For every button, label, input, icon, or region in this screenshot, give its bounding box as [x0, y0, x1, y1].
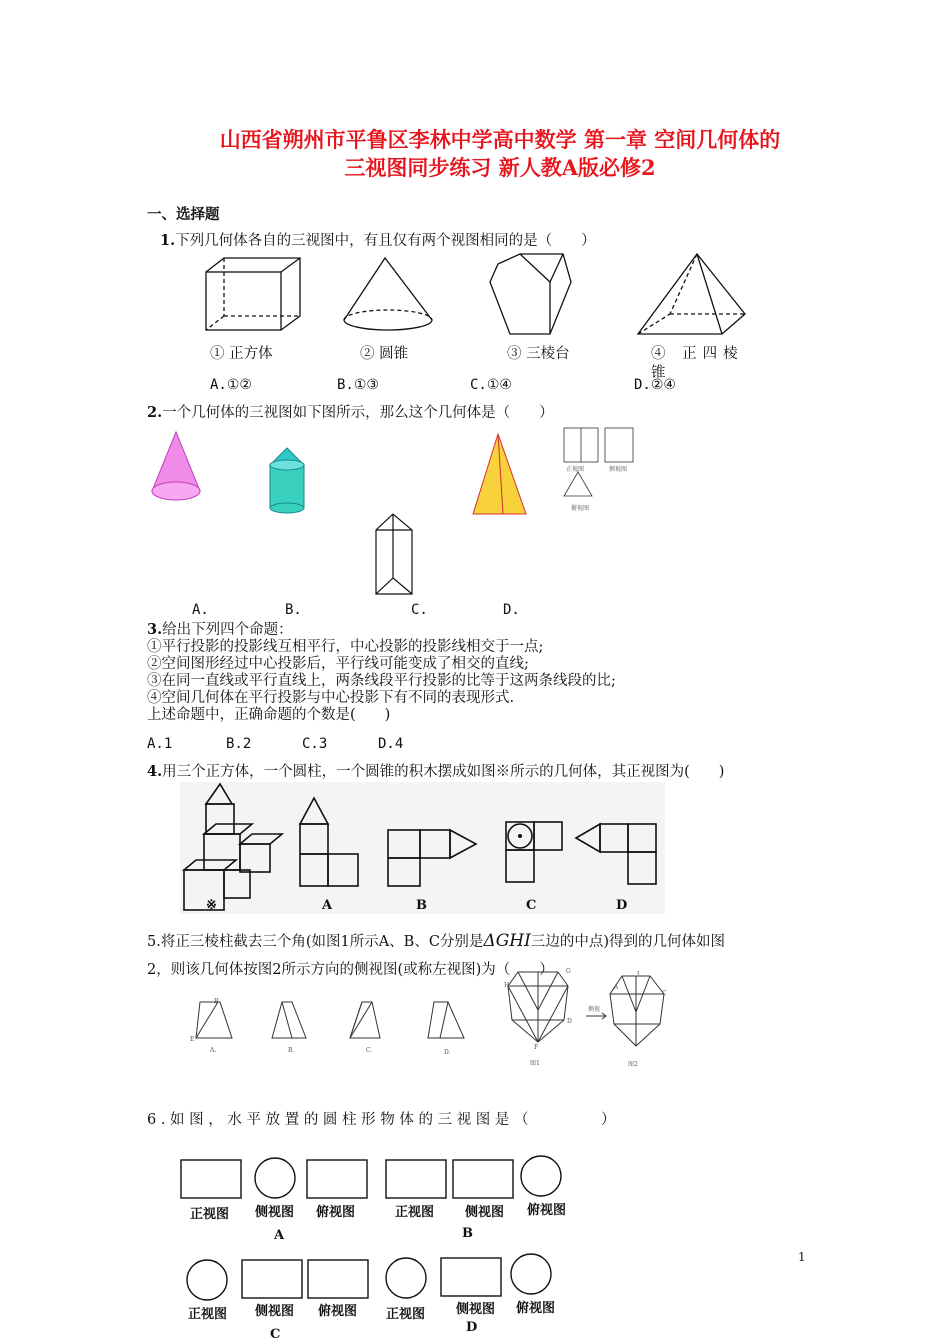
q3-option-b[interactable]: B.2	[226, 736, 252, 752]
q5-arrow-label: 侧视	[588, 1006, 601, 1013]
q5-option-b[interactable]: B.	[288, 1047, 295, 1054]
q6-label-side-b: 侧视图	[465, 1205, 505, 1220]
q4-figures	[180, 782, 670, 917]
q5-vertex-h: H	[504, 982, 510, 989]
q3-option-d[interactable]: D.4	[378, 736, 404, 752]
q6-label-front-a: 正视图	[190, 1207, 230, 1222]
q1-option-d[interactable]: D.②④	[634, 377, 676, 393]
q1-caption-1: ① 正方体	[210, 346, 273, 362]
q1-option-c[interactable]: C.①④	[470, 377, 512, 393]
q1-option-b[interactable]: B.①③	[337, 377, 379, 393]
q6-label-top-a: 俯视图	[316, 1205, 356, 1220]
q3-proposition-3: ③在同一直线或平行直线上，两条线段平行投影的比等于这两条线段的比;	[147, 673, 616, 689]
q5-vertex-i: I	[637, 971, 640, 978]
q4-label-star: ※	[206, 898, 217, 913]
q5-option-c[interactable]: C.	[366, 1047, 373, 1054]
q5-vertex-g: G	[566, 968, 571, 975]
section-heading: 一、选择题	[147, 206, 220, 223]
q5-figures	[188, 970, 668, 1070]
q5-vertex-d: D	[567, 1018, 572, 1025]
q1-solids-figure	[200, 252, 750, 342]
q5-vertex-a: A	[614, 984, 619, 991]
q2-view-label-side: 侧视图	[609, 466, 628, 473]
q6-label-top-b: 俯视图	[527, 1203, 567, 1218]
q6-label-side-d: 侧视图	[456, 1302, 496, 1317]
q4-option-c[interactable]: C	[526, 898, 537, 913]
q6-option-a[interactable]: A	[274, 1228, 285, 1243]
q6-figures	[178, 1152, 578, 1302]
q6-label-top-c: 俯视图	[318, 1304, 358, 1319]
q5-option-d[interactable]: D.	[444, 1049, 451, 1056]
question-6: 6 . 如 图 ， 水 平 放 置 的 圆 柱 形 物 体 的 三 视 图 是 （ ）	[147, 1112, 616, 1128]
q5-vertex-b: B	[214, 998, 219, 1005]
q6-option-d[interactable]: D	[466, 1320, 478, 1335]
q1-caption-3: ③ 三棱台	[507, 346, 570, 362]
q1-caption-2: ② 圆锥	[360, 346, 409, 362]
question-4: 4.用三个正方体，一个圆柱，一个圆锥的积木摆成如图※所示的几何体，其正视图为( )	[147, 763, 725, 780]
q4-option-d[interactable]: D	[616, 898, 628, 913]
q5-vertex-e: E	[190, 1036, 195, 1043]
question-5-line-1: 5.将正三棱柱截去三个角(如图1所示A、B、C分别是ΔGHI三边的中点)得到的几何体如图	[147, 931, 725, 951]
q6-label-top-d: 俯视图	[516, 1301, 556, 1316]
q1-caption-4b: 锥	[651, 365, 666, 381]
q5-vertex-c: C	[662, 990, 667, 997]
q6-option-c[interactable]: C	[270, 1327, 281, 1342]
question-2: 2.一个几何体的三视图如下图所示，那么这个几何体是（ ）	[147, 404, 554, 421]
q2-figures	[148, 428, 648, 598]
q2-view-label-top: 俯视图	[571, 505, 590, 512]
q5-option-a[interactable]: A.	[210, 1047, 217, 1054]
q2-option-c[interactable]: C.	[411, 602, 428, 618]
q3-question: 上述命题中，正确命题的个数是( )	[147, 707, 391, 723]
q5-vertex-f: F	[534, 1044, 539, 1051]
q2-option-d[interactable]: D.	[503, 602, 520, 618]
q6-label-front-c: 正视图	[188, 1307, 228, 1322]
q3-proposition-1: ①平行投影的投影线互相平行，中心投影的投影线相交于一点;	[147, 639, 544, 655]
page-number: 1	[798, 1250, 806, 1264]
q5-fig1-label: 图1	[530, 1060, 540, 1067]
q2-option-a[interactable]: A.	[192, 602, 209, 618]
title-line-2: 三视图同步练习 新人教A版必修2	[344, 155, 656, 180]
title-line-1: 山西省朔州市平鲁区李林中学高中数学 第一章 空间几何体的	[219, 127, 781, 152]
q3-proposition-2: ②空间图形经过中心投影后，平行线可能变成了相交的直线;	[147, 656, 529, 672]
question-1: 1.下列几何体各自的三视图中，有且仅有两个视图相同的是（ ）	[160, 232, 596, 249]
q4-option-a[interactable]: A	[322, 898, 333, 913]
q6-label-front-d: 正视图	[386, 1307, 426, 1322]
q1-caption-4: ④ 正四棱	[651, 346, 744, 362]
q3-option-a[interactable]: A.1	[147, 736, 173, 752]
question-3: 3.给出下列四个命题： ①平行投影的投影线互相平行，中心投影的投影线相交于一点; ②空间图形经过中心投影后，平行线可能变成了相交的直线; ③在同一直线或平行直线上，两条线段平行投影的比等于这两条线段的比; ④空间几何体在平行投影与中心投影下有不同的表现形式. 上述命题中，正确命题的个数是( )	[147, 621, 616, 723]
q6-label-front-b: 正视图	[395, 1205, 435, 1220]
question-5-line-2: 2，则该几何体按图2所示方向的侧视图(或称左视图)为（ ）	[147, 962, 554, 978]
q6-label-side-a: 侧视图	[255, 1205, 295, 1220]
q4-option-b[interactable]: B	[416, 898, 427, 913]
q3-proposition-4: ④空间几何体在平行投影与中心投影下有不同的表现形式.	[147, 690, 515, 706]
q1-option-a[interactable]: A.①②	[210, 377, 252, 393]
q6-option-b[interactable]: B	[462, 1226, 473, 1241]
q2-option-b[interactable]: B.	[285, 602, 302, 618]
q3-option-c[interactable]: C.3	[302, 736, 328, 752]
q6-label-side-c: 侧视图	[255, 1304, 295, 1319]
q2-view-label-front: 正视图	[566, 466, 585, 473]
q5-fig2-label: 图2	[628, 1061, 638, 1068]
